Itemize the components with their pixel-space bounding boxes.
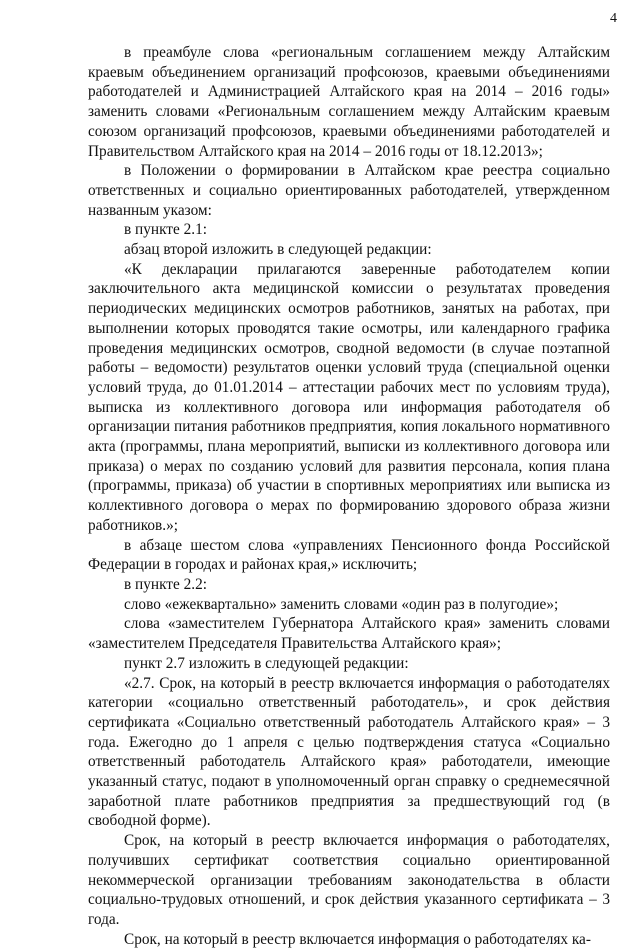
document-body — [88, 43, 610, 949]
paragraph-second-abzac: абзац второй изложить в следующей редакции: — [124, 241, 432, 259]
paragraph-clause-2-2: в пункте 2.2: — [124, 575, 207, 593]
paragraph-continued: Срок, на который в реестр включается информация о работодателях ка- — [124, 930, 591, 948]
paragraph-sixth-abzac: в абзаце шестом слова «управлениях Пенсионного фонда Российской Федерации в городах и районах края,» исключить; — [88, 536, 610, 574]
paragraph-preamble: в преамбуле слова «региональным соглашением между Алтайским краевым объединением организаций профсоюзов, краевыми объединениями работодателей и Администрацией Алтайского края на 2014 – 2016 годы» заменить словами «Региональным соглашением между Алтайским краевым союзом организаций профсоюзов, краевыми объединениями работодателей и Правительством Алтайского края на 2014 – 2016 годы от 18.12.2013»; — [88, 44, 610, 160]
paragraph-deputy-chairman: слова «заместителем Губернатора Алтайского края» заменить словами «заместителем Председателя Правительства Алтайского края»; — [88, 615, 610, 653]
paragraph-regulation-intro: в Положении о формировании в Алтайском крае реестра социально ответственных и социально ориентированных работодателей, утвержденном названным указом: — [88, 162, 610, 219]
paragraph-certificate-term: Срок, на который в реестр включается информация о работодателях, получивших сертификат соответствия социально ориентированной некоммерческой организации требованиям законодательства в области социально-трудовых отношений, и срок действия указанного сертификата – 3 года. — [88, 832, 610, 928]
page-number: 4 — [610, 11, 617, 26]
paragraph-clause-2-7-text: «2.7. Срок, на который в реестр включается информация о работодателях категории «социально ответственный работодатель», и срок действия сертификата «Социально ответственный работодатель Алтайского края» – 3 года. Ежегодно до 1 апреля с целью подтверждения статуса «Социально ответственный работодатель Алтайского края» работодатели, имеющие указанный статус, подают в уполномоченный орган справку о среднемесячной заработной плате работников предприятия за предшествующий год (в свободной форме). — [88, 674, 610, 830]
paragraph-declaration-text: «К декларации прилагаются заверенные работодателем копии заключительного акта медицинской комиссии о результатах проведения периодических медицинских осмотров работников, занятых на работах, при выполнении которых проводятся такие осмотры, или календарного графика проведения медицинских осмотров, сводной ведомости (в случае поэтапной работы – ведомости) результатов оценки условий труда (специальной оценки условий труда, до 01.01.2014 – аттестации рабочих мест по условиям труда), выписка из коллективного договора или информация работодателя об организации питания работников предприятия, копия локального нормативного акта (программы, плана мероприятий, выписки из коллективного договора или приказа) о мерах по созданию условий для развития персонала, копия плана (программы, приказа) об участии в спортивных мероприятиях или выписка из коллективного договора о мерах по формированию здорового образа жизни работников.»; — [88, 260, 610, 534]
paragraph-clause-2-1: в пункте 2.1: — [124, 221, 207, 239]
paragraph-semiannual: слово «ежеквартально» заменить словами «один раз в полугодие»; — [124, 595, 559, 613]
paragraph-clause-2-7: пункт 2.7 изложить в следующей редакции: — [124, 654, 409, 672]
